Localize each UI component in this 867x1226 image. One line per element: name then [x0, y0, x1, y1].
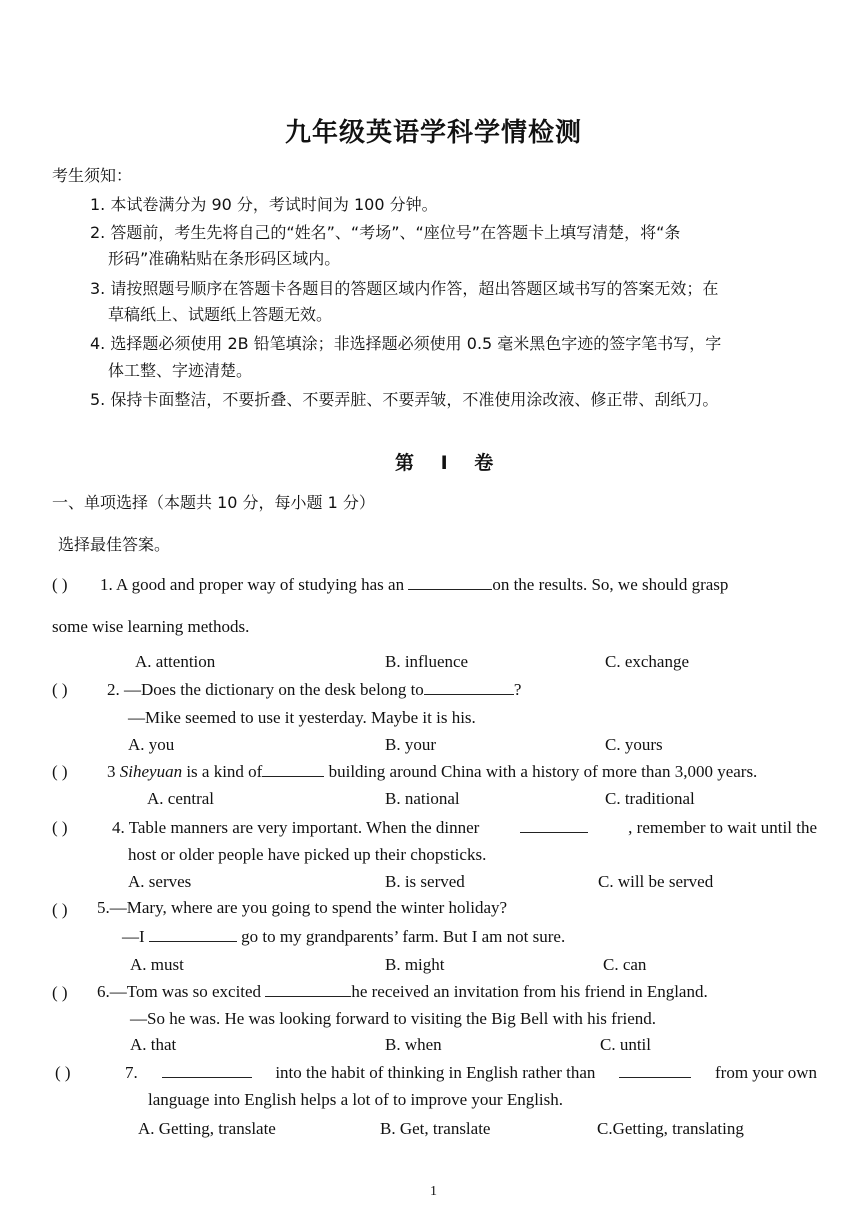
question-4-line-1: 4. Table manners are very important. When the dinner , remember to wait until the — [112, 818, 817, 837]
section-heading: 一、单项选择（本题共 10 分，每小题 1 分） — [52, 493, 375, 512]
notice-rule-3: 3. 请按照题号顺序在答题卡各题目的答题区域内作答，超出答题区域书写的答案无效；在 — [90, 279, 719, 298]
question-2-line-2: —Mike seemed to use it yesterday. Maybe it is his. — [128, 708, 476, 727]
answer-blank — [619, 1063, 691, 1078]
option-c: C. will be served — [598, 872, 714, 891]
answer-paren: ( ) — [55, 1063, 71, 1082]
option-c: C. traditional — [605, 789, 695, 808]
volume-label: 第 Ⅰ 卷 — [395, 452, 504, 474]
question-5-line-2: —I go to my grandparents’ farm. But I am not sure. — [122, 927, 566, 946]
section-instruction: 选择最佳答案。 — [58, 535, 171, 554]
question-1-line-2: some wise learning methods. — [52, 617, 250, 636]
answer-paren: ( ) — [52, 900, 68, 919]
answer-blank — [408, 575, 492, 590]
option-c: C.Getting, translating — [597, 1119, 744, 1138]
question-1-line-1: 1. A good and proper way of studying has an on the results. So, we should grasp — [100, 575, 729, 594]
question-6-line-2: —So he was. He was looking forward to visiting the Big Bell with his friend. — [130, 1009, 656, 1028]
answer-blank — [520, 818, 588, 833]
option-c: C. can — [603, 955, 647, 974]
option-b: B. when — [385, 1035, 442, 1054]
answer-paren: ( ) — [52, 680, 68, 699]
option-c: C. until — [600, 1035, 652, 1054]
notice-rule-2: 2. 答题前，考生先将自己的“姓名”、“考场”、“座位号”在答题卡上填写清楚，将“条 — [90, 223, 681, 242]
option-b: B. your — [385, 735, 436, 754]
answer-paren: ( ) — [52, 983, 68, 1002]
option-a: A. you — [128, 735, 175, 754]
option-b: B. is served — [385, 872, 465, 891]
question-2-line-1: 2. —Does the dictionary on the desk belong to ? — [107, 680, 522, 699]
question-3-line-1: 3 Siheyuan is a kind of building around China with a history of more than 3,000 years. — [107, 762, 758, 781]
answer-blank — [149, 927, 237, 942]
answer-blank — [265, 982, 351, 997]
notice-rule-3-cont: 草稿纸上、试题纸上答题无效。 — [108, 305, 333, 324]
answer-paren: ( ) — [52, 762, 68, 781]
answer-paren: ( ) — [52, 575, 68, 594]
option-b: B. national — [385, 789, 460, 808]
option-a: A. central — [147, 789, 215, 808]
answer-blank — [262, 762, 324, 777]
question-7-line-1: 7. into the habit of thinking in English rather than from your own — [125, 1063, 817, 1082]
page-title: 九年级英语学科学情检测 — [284, 118, 582, 148]
answer-blank — [162, 1063, 252, 1078]
option-a: A. Getting, translate — [138, 1119, 276, 1138]
notice-rule-4: 4. 选择题必须使用 2B 铅笔填涂；非选择题必须使用 0.5 毫米黑色字迹的签字笔书写，字 — [90, 334, 722, 353]
question-6-line-1: 6.—Tom was so excited he received an invitation from his friend in England. — [97, 982, 708, 1001]
question-7-line-2: language into English helps a lot of to improve your English. — [148, 1090, 564, 1109]
option-a: A. attention — [135, 652, 216, 671]
notice-rule-2-cont: 形码”准确粘贴在条形码区域内。 — [108, 249, 341, 268]
option-b: B. might — [385, 955, 445, 974]
page-number: 1 — [430, 1184, 437, 1199]
question-4-line-2: host or older people have picked up their chopsticks. — [128, 845, 487, 864]
notice-rule-5: 5. 保持卡面整洁，不要折叠、不要弄脏、不要弄皱，不准使用涂改液、修正带、刮纸刀。 — [90, 390, 719, 409]
option-b: B. influence — [385, 652, 469, 671]
answer-blank — [424, 680, 514, 695]
option-a: A. must — [130, 955, 184, 974]
answer-paren: ( ) — [52, 818, 68, 837]
option-a: A. serves — [128, 872, 192, 891]
notice-rule-4-cont: 体工整、字迹清楚。 — [108, 361, 253, 380]
notice-rule-1: 1. 本试卷满分为 90 分，考试时间为 100 分钟。 — [90, 195, 438, 214]
option-b: B. Get, translate — [380, 1119, 491, 1138]
question-5-line-1: 5.—Mary, where are you going to spend the winter holiday? — [97, 898, 508, 917]
option-c: C. exchange — [605, 652, 690, 671]
notice-heading: 考生须知： — [52, 166, 133, 185]
option-a: A. that — [130, 1035, 177, 1054]
option-c: C. yours — [605, 735, 663, 754]
